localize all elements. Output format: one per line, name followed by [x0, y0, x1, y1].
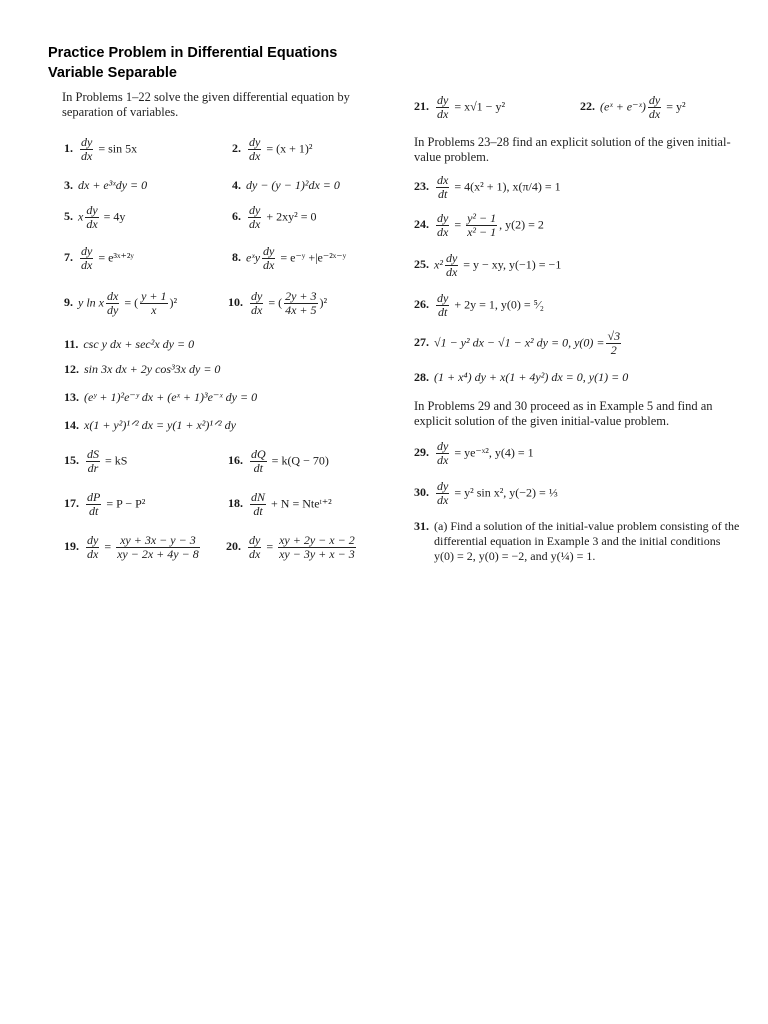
problem-17: 17. $\frac{dP}{dt}$ = P − P² [64, 490, 146, 518]
problem-19: 19. $\frac{dy}{dx}$ = $\frac{xy + 3x - y - 3}{xy - 2x + 4y - 8}$ [64, 533, 199, 561]
problem-3: 3. dx + e³ˣdy = 0 [64, 178, 148, 192]
problem-18: 18. $\frac{dN}{dt}$ + N = Nteᵗ⁺² [228, 490, 332, 518]
problem-24: 24. $\frac{dy}{dx}$ = $\frac{\text{y² − 1}}{\text{x² − 1}}$ , y(2) = 2 [414, 211, 544, 239]
problem-8: 8. eˣy $\frac{dy}{dx}$ = e⁻ʸ +|e⁻²ˣ⁻ʸ [232, 244, 347, 272]
problem-27: 27. √1 − y² dx − √1 − x² dy = 0, y(0) = $\frac{√3}{2}$ [414, 329, 621, 357]
problem-11: 11. csc y dx + sec²x dy = 0 [64, 337, 195, 351]
problem-7: 7. $\frac{dy}{dx}$ = e³ˣ⁺²ʸ [64, 244, 134, 272]
problem-31: 31. (a) Find a solution of the initial-value problem consisting of the differential equation in Example 3 and the initial conditions y(0) = 2, y(0) = −2, and y(¼) = 1. [414, 519, 740, 563]
problem-30: 30. $\frac{dy}{dx}$ = y² sin x², y(−2) = ⅓ [414, 479, 558, 507]
problem-6: 6. $\frac{dy}{dx}$ + 2xy² = 0 [232, 203, 317, 231]
problem-20: 20. $\frac{dy}{dx}$ = $\frac{xy + 2y - x - 2}{xy - 3y + x - 3}$ [226, 533, 355, 561]
problem-2: 2. $\frac{dy}{dx}$ = (x + 1)² [232, 135, 313, 163]
problem-4: 4. dy − (y − 1)²dx = 0 [232, 178, 340, 192]
document-subtitle: Variable Separable [48, 65, 177, 81]
problem-1: 1. $\frac{dy}{dx}$ = sin 5x [64, 135, 138, 163]
problem-12: 12. sin 3x dx + 2y cos³3x dy = 0 [64, 362, 221, 376]
intro-problems-1-22: In Problems 1–22 solve the given differential equation by separation of variables. [62, 90, 350, 119]
intro-problems-29-30: In Problems 29 and 30 proceed as in Example 5 and find an explicit solution of the given initial-value problem. [414, 399, 713, 428]
intro-problems-23-28: In Problems 23–28 find an explicit solution of the given initial-value problem. [414, 135, 731, 164]
problem-13: 13. (eʸ + 1)²e⁻ʸ dx + (eˣ + 1)³e⁻ˣ dy = 0 [64, 390, 258, 404]
problem-14: 14. x(1 + y²)¹ᐟ² dx = y(1 + x²)¹ᐟ² dy [64, 418, 236, 432]
problem-10: 10. $\frac{dy}{dx}$ = ( $\frac{2y + 3}{4x + 5}$ )² [228, 289, 328, 317]
problem-23: 23. $\frac{dx}{dt}$ = 4(x² + 1), x(π/4) = 1 [414, 173, 561, 201]
problem-28: 28. (1 + x⁴) dy + x(1 + 4y²) dx = 0, y(1) = 0 [414, 370, 629, 384]
problem-22: 22. (eˣ + e⁻ˣ) $\frac{dy}{dx}$ = y² [580, 93, 686, 121]
problem-9: 9. y ln x $\frac{dx}{dy}$ = ( $\frac{y + 1}{x}$ )² [64, 289, 178, 317]
problem-25: 25. x² $\frac{dy}{dx}$ = y − xy, y(−1) = −1 [414, 251, 562, 279]
problem-29: 29. $\frac{dy}{dx}$ = ye⁻ˣ², y(4) = 1 [414, 439, 534, 467]
problem-5: 5. x $\frac{dy}{dx}$ = 4y [64, 203, 126, 231]
problem-15: 15. $\frac{dS}{dr}$ = kS [64, 447, 128, 475]
problem-16: 16. $\frac{dQ}{dt}$ = k(Q − 70) [228, 447, 329, 475]
document-title: Practice Problem in Differential Equations [48, 45, 338, 61]
problem-26: 26. $\frac{dy}{dt}$ + 2y = 1, y(0) = ⁵⁄₂ [414, 291, 544, 319]
problem-21: 21. $\frac{dy}{dx}$ = x√1 − y² [414, 93, 506, 121]
